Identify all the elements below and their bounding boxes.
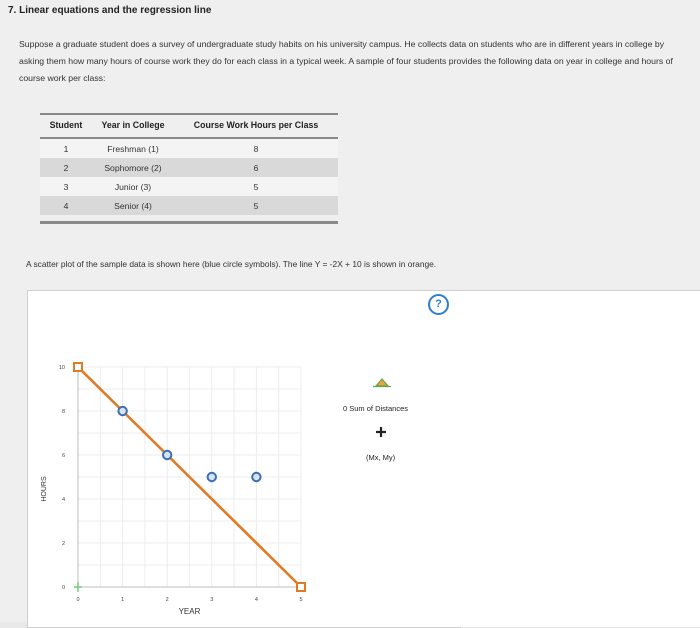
x-tick-label: 0	[76, 597, 80, 603]
y-tick-label: 8	[61, 409, 65, 415]
x-tick-label: 2	[165, 597, 169, 603]
cell-student: 2	[40, 158, 92, 177]
y-tick-label: 0	[61, 585, 65, 591]
cell-hours: 8	[174, 138, 338, 158]
x-tick-label: 1	[121, 597, 125, 603]
data-point[interactable]	[208, 473, 216, 481]
triangle-tool-icon[interactable]	[376, 379, 388, 386]
cell-year: Junior (3)	[92, 177, 174, 196]
x-tick-label: 5	[299, 597, 303, 603]
x-tick-label: 3	[210, 597, 214, 603]
cell-student: 1	[40, 138, 92, 158]
question-body: Suppose a graduate student does a survey of undergraduate study habits on his university campus. He collects data on students who are in different years in college by asking them how many hours of course work they do for each class in a typical week. A sample of four students provides the following data on year in college and hours of course work per class:	[19, 39, 673, 83]
help-icon[interactable]: ?	[428, 294, 449, 315]
cell-year: Senior (4)	[92, 196, 174, 215]
cell-student: 3	[40, 177, 92, 196]
x-tick-label: 4	[254, 597, 258, 603]
data-point[interactable]	[163, 451, 171, 459]
data-point[interactable]	[118, 407, 126, 415]
y-tick-label: 2	[61, 541, 65, 547]
sum-distances-label: 0 Sum of Distances	[343, 404, 409, 413]
line-endpoint-handle[interactable]	[297, 583, 305, 591]
line-endpoint-handle[interactable]	[74, 363, 82, 371]
data-point[interactable]	[252, 473, 260, 481]
cell-hours: 5	[174, 177, 338, 196]
header-student: Student	[49, 120, 83, 130]
header-hours: Course Work Hours per Class	[193, 120, 319, 130]
cell-hours: 6	[174, 158, 338, 177]
question-title: 7. Linear equations and the regression line	[8, 5, 212, 16]
y-tick-label: 10	[58, 365, 65, 371]
cell-year: Sophomore (2)	[92, 158, 174, 177]
x-axis-title: YEAR	[178, 607, 201, 616]
y-tick-label: 4	[61, 497, 65, 503]
mean-point-label: (Mx, My)	[366, 453, 396, 462]
cell-hours: 5	[174, 196, 338, 215]
cell-student: 4	[40, 196, 92, 215]
y-axis-title: HOURS	[41, 476, 48, 502]
chart-caption: A scatter plot of the sample data is shown here (blue circle symbols). The line Y = -2X + 10 is shown in orange.	[26, 259, 437, 269]
cell-year: Freshman (1)	[92, 138, 174, 158]
y-tick-label: 6	[61, 453, 65, 459]
header-year: Year in College	[101, 120, 165, 130]
